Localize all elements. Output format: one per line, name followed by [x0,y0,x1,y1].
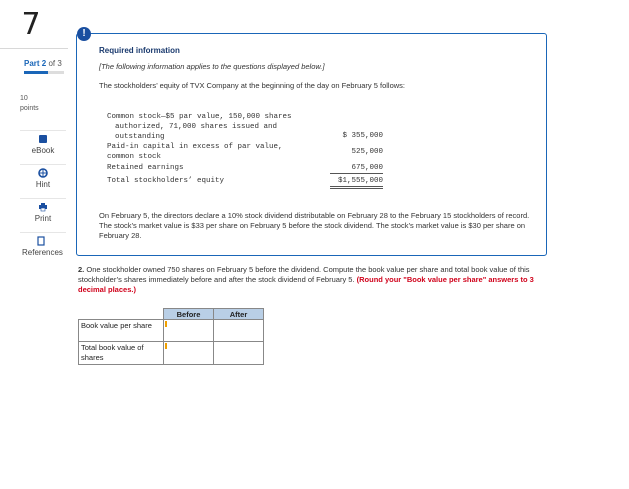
answer-table [78,308,264,365]
equity-amount-retained: 675,000 [351,164,383,172]
references-button[interactable] [20,232,66,270]
info-intro: The stockholders’ equity of TVX Company at the beginning of the day on February 5 follows: [99,81,406,90]
equity-amount-common-stock: $ 355,000 [342,132,383,140]
book-value-after-input[interactable] [214,320,264,342]
equity-line-5: common stock [107,153,162,161]
equity-line-1: Common stock—$5 par value, 150,000 shares [107,113,292,121]
total-book-value-before-input[interactable] [164,342,214,365]
info-paragraph: On February 5, the directors declare a 10% stock dividend distributable on February 28 to the February 15 stockholders of record. The stock’s market value is $33 per share on February 5 before the stock dividend. The stock’s market value is $30 per share on February 28. [99,211,530,240]
ebook-label: eBook [31,146,55,155]
sidebar [0,48,68,49]
question-2-text: 2. One stockholder owned 750 shares on February 5 before the dividend. Compute the book value per share and total book value of this stockholder’s shares immediately before and after the stock dividend of February 5. (Round your "Book value per share" answers to 3 decimal places.) [78,265,534,294]
part-progress-track [48,71,64,74]
col-after: After [214,309,264,320]
lifebuoy-icon [38,168,48,178]
equity-line-4: Paid-in capital in excess of par value, [107,143,283,151]
printer-icon [38,202,48,212]
equity-line-2: authorized, 71,000 shares issued and [115,123,278,131]
question-number: 7 [21,6,41,42]
print-button[interactable] [20,198,66,236]
points: 10 points [20,95,39,112]
alert-icon: ! [77,27,91,41]
table-row [79,320,264,342]
print-label: Print [34,214,52,223]
references-label: References [22,248,63,257]
col-before: Before [164,309,214,320]
total-book-value-after-input[interactable] [214,342,264,365]
total-double-rule [330,186,383,189]
book-value-before-input[interactable] [164,320,214,342]
row-label: Book value per share [79,320,164,342]
equity-amount-paid-in: 525,000 [351,148,383,156]
part-indicator: Part 2 of 3 [24,59,62,68]
equity-line-3: outstanding [115,133,165,141]
equity-amount-total: $1,555,000 [337,177,383,185]
hint-button[interactable] [20,164,66,202]
ebook-button[interactable] [20,130,66,168]
book-icon [38,134,48,144]
table-row [79,342,264,365]
info-note: [The following information applies to the questions displayed below.] [99,62,325,71]
equity-line-6: Retained earnings [107,164,184,172]
subtotal-rule [330,173,383,174]
required-information-title: Required information [99,46,180,55]
row-label: Total book value of shares [79,342,164,365]
part-progress-fill [24,71,48,74]
hint-label: Hint [35,180,51,189]
document-icon [36,236,46,246]
equity-line-7: Total stockholders’ equity [107,177,225,185]
